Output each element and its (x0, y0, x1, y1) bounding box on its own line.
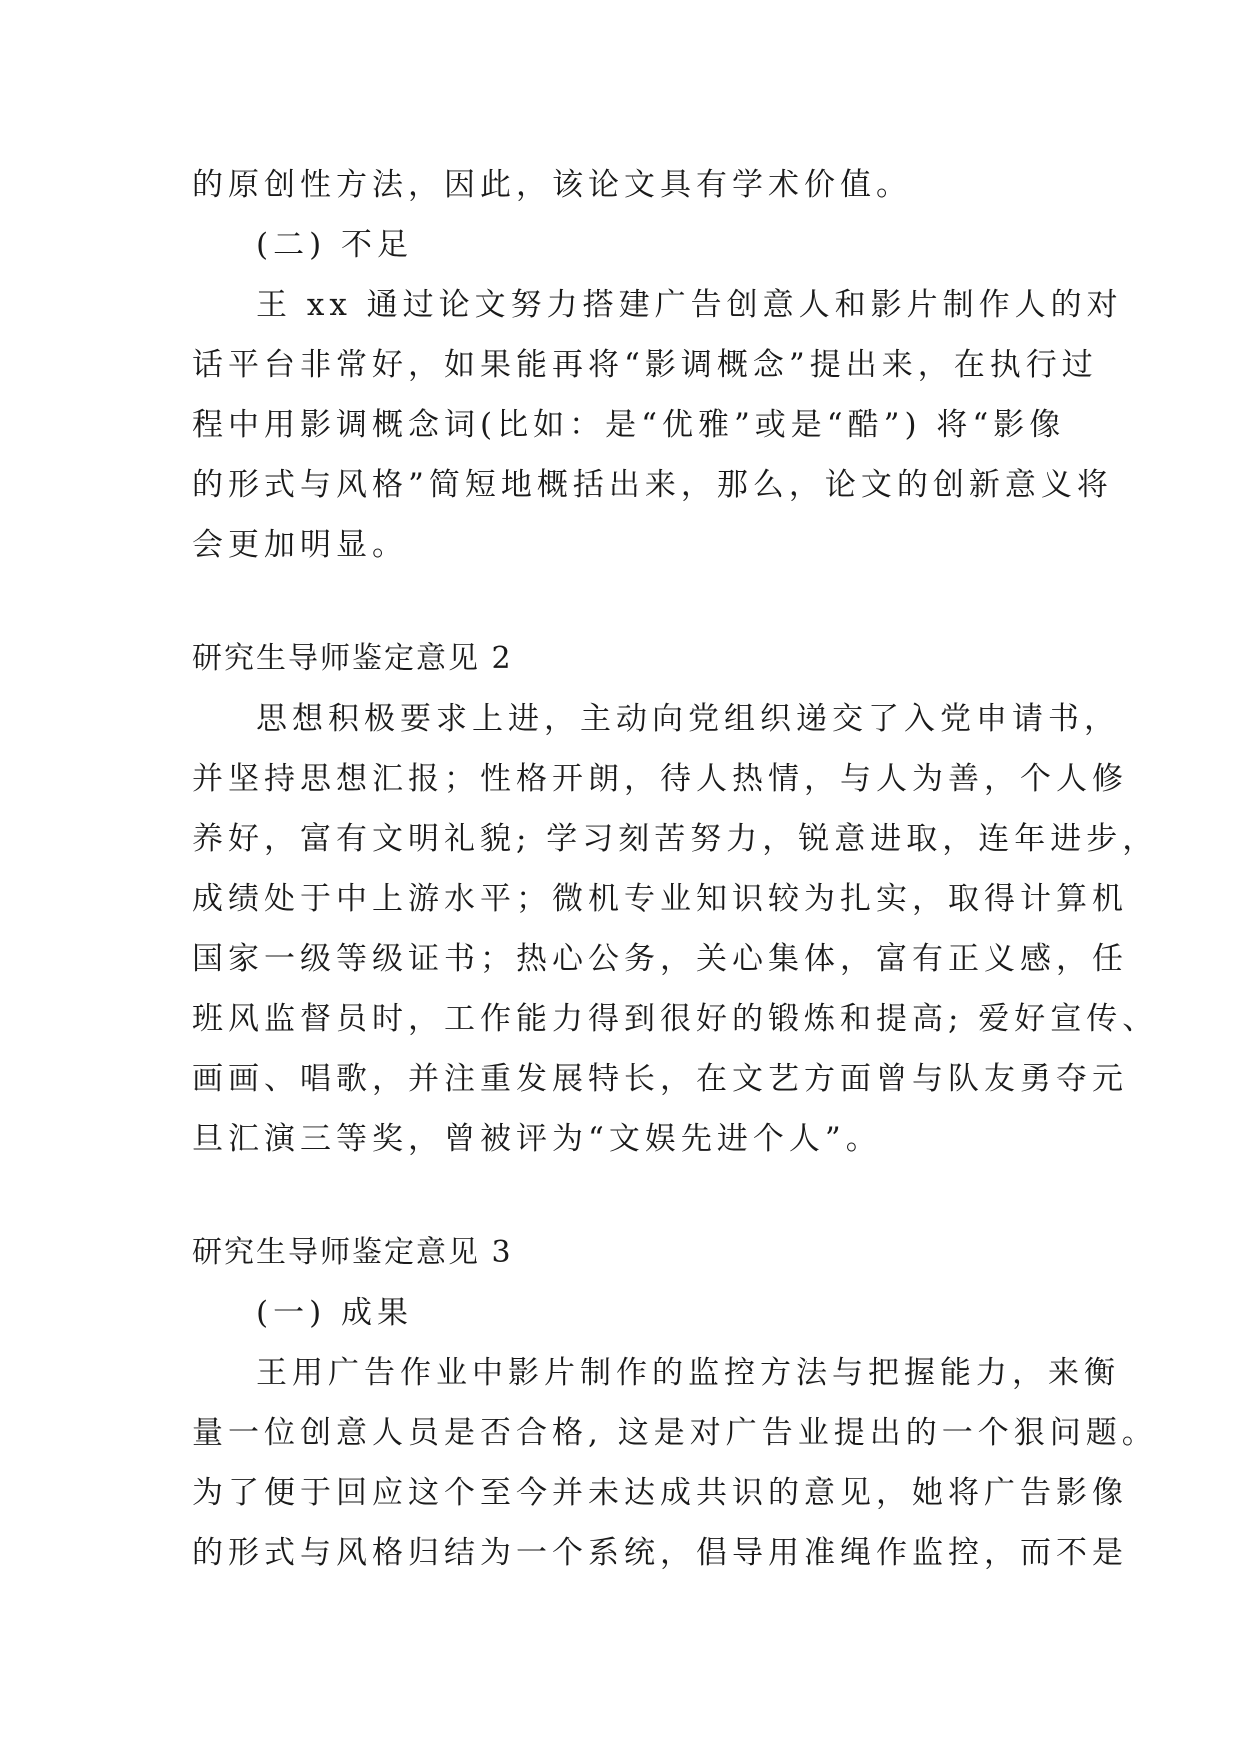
section-spacer (192, 575, 1062, 629)
paragraph-line: 量一位创意人员是否合格, 这是对广告业提出的一个狠问题。 (192, 1415, 1158, 1451)
paragraph-line: 养好，富有文明礼貌; 学习刻苦努力，锐意进取，连年进步， (192, 821, 1159, 857)
section-spacer (192, 1169, 1062, 1223)
paragraph-line: 国家一级等级证书；热心公务，关心集体，富有正义感，任 (192, 941, 1128, 977)
section-evaluation-2 (192, 629, 1159, 1169)
paragraph-line: 程中用影调概念词(比如：是“优雅”或是“酷”) 将“影像 (192, 407, 1066, 443)
paragraph-line: 的形式与风格”简短地概括出来，那么，论文的创新意义将 (192, 467, 1113, 503)
paragraph-line: 王用广告作业中影片制作的监控方法与把握能力，来衡 (256, 1355, 1120, 1391)
paragraph-line: 话平台非常好，如果能再将“影调概念”提出来，在执行过 (192, 347, 1098, 383)
section-heading: 研究生导师鉴定意见 3 (192, 1235, 513, 1270)
paragraph-line: 班风监督员时，工作能力得到很好的锻炼和提高; 爱好宣传、 (192, 1001, 1159, 1037)
section-evaluation-1-continued (192, 155, 1123, 575)
section-heading: 研究生导师鉴定意见 2 (192, 641, 513, 676)
subheading-shortcomings: (二) 不足 (256, 227, 414, 263)
paragraph-line: 旦汇演三等奖，曾被评为“文娱先进个人”。 (192, 1121, 882, 1157)
paragraph-line: 思想积极要求上进，主动向党组织递交了入党申请书， (256, 701, 1120, 737)
paragraph-line: 的原创性方法，因此，该论文具有学术价值。 (192, 167, 912, 203)
paragraph-line: 的形式与风格归结为一个系统，倡导用准绳作监控，而不是 (192, 1535, 1128, 1571)
section-evaluation-3 (192, 1223, 1158, 1583)
subheading-results: (一) 成果 (256, 1295, 414, 1331)
paragraph-line: 并坚持思想汇报；性格开朗，待人热情，与人为善，个人修 (192, 761, 1128, 797)
paragraph-line: 会更加明显。 (192, 527, 408, 563)
paragraph-line: 王 xx 通过论文努力搭建广告创意人和影片制作人的对 (256, 287, 1123, 323)
paragraph-line: 画画、唱歌，并注重发展特长，在文艺方面曾与队友勇夺元 (192, 1061, 1128, 1097)
document-page (192, 155, 1159, 1583)
paragraph-line: 为了便于回应这个至今并未达成共识的意见，她将广告影像 (192, 1475, 1128, 1511)
paragraph-line: 成绩处于中上游水平；微机专业知识较为扎实，取得计算机 (192, 881, 1128, 917)
